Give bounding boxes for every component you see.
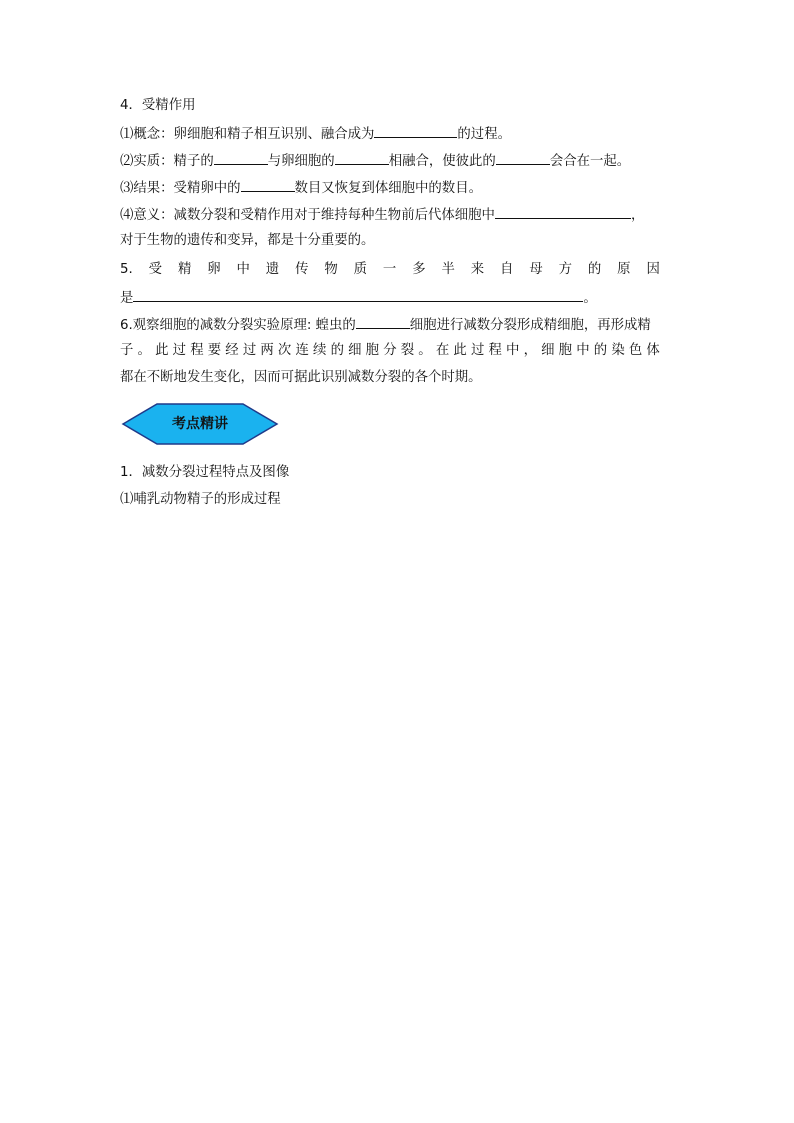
section5-char: 多 bbox=[412, 262, 426, 277]
section5-char: 的 bbox=[587, 262, 602, 277]
section5-char: 中 bbox=[236, 262, 250, 277]
section6-text-a: 6.观察细胞的减数分裂实验原理: 蝗虫的 bbox=[120, 318, 356, 333]
meaning-line-2: 对于生物的遗传和变异，都是十分重要的。 bbox=[120, 233, 375, 248]
essence-text-a: ⑵实质：精子的 bbox=[120, 154, 214, 169]
section6-char: 染 bbox=[611, 343, 625, 358]
section5-char: 半 bbox=[441, 262, 455, 277]
section6-char: 程 bbox=[488, 343, 502, 358]
fill-blank bbox=[241, 177, 295, 192]
section5-char: 传 bbox=[295, 262, 309, 277]
section5-char: 受 bbox=[148, 262, 163, 277]
section5-char: 来 bbox=[470, 262, 485, 277]
fill-blank bbox=[335, 150, 389, 165]
subsection-sub: ⑴哺乳动物精子的形成过程 bbox=[120, 492, 281, 507]
section6-char: 胞 bbox=[558, 343, 573, 358]
concept-text-b: 的过程。 bbox=[457, 127, 511, 142]
section6-text-b: 细胞进行减数分裂形成精细胞，再形成精 bbox=[409, 318, 651, 333]
section5-char: 一 bbox=[382, 262, 397, 277]
subsection-heading: 1．减数分裂过程特点及图像 bbox=[120, 465, 290, 480]
section6-char: 程 bbox=[190, 343, 204, 358]
fill-blank bbox=[495, 204, 631, 219]
section6-char: 胞 bbox=[365, 343, 380, 358]
section-badge bbox=[120, 400, 280, 448]
section6-char: 此 bbox=[155, 343, 169, 358]
result-text-b: 数目又恢复到体细胞中的数目。 bbox=[294, 181, 482, 196]
section6-char: 经 bbox=[225, 343, 239, 358]
section6-char: 此 bbox=[453, 343, 467, 358]
fill-blank bbox=[374, 123, 457, 138]
section5-char: 原 bbox=[617, 262, 631, 277]
section6-char: 体 bbox=[646, 343, 660, 358]
section6-char: 续 bbox=[313, 343, 327, 358]
section6-line1 bbox=[120, 314, 651, 336]
section6-char: 。 bbox=[418, 343, 432, 358]
section6-char: 在 bbox=[435, 343, 450, 358]
fill-blank bbox=[496, 150, 550, 165]
section6-char: 过 bbox=[470, 343, 485, 358]
section5-char: 母 bbox=[529, 262, 543, 277]
fill-blank bbox=[133, 287, 583, 302]
result-line bbox=[120, 177, 482, 199]
section6-char: 两 bbox=[260, 343, 274, 358]
fill-blank bbox=[214, 150, 268, 165]
section4-title: 4．受精作用 bbox=[120, 98, 196, 113]
section5-char: 因 bbox=[646, 262, 660, 277]
section5-char: 精 bbox=[177, 262, 192, 277]
section6-char: 裂 bbox=[400, 343, 415, 358]
meaning-text-a: ⑷意义：减数分裂和受精作用对于维持每种生物前后代体细胞中 bbox=[120, 208, 495, 223]
section5-char: 自 bbox=[500, 262, 514, 277]
result-text-a: ⑶结果：受精卵中的 bbox=[120, 181, 241, 196]
section6-char: 细 bbox=[541, 343, 555, 358]
section6-char: 。 bbox=[137, 343, 151, 358]
section5-char: 卵 bbox=[207, 262, 221, 277]
section6-char: 要 bbox=[207, 343, 222, 358]
section6-char: 连 bbox=[295, 343, 309, 358]
section6-char: 中 bbox=[576, 343, 590, 358]
section6-char: 中 bbox=[506, 343, 520, 358]
fill-blank bbox=[356, 314, 410, 329]
essence-text-d: 会合在一起。 bbox=[549, 154, 631, 169]
section5-char: 质 bbox=[353, 262, 368, 277]
section6-char: 分 bbox=[383, 343, 397, 358]
section6-char: 色 bbox=[628, 343, 643, 358]
concept-line bbox=[120, 123, 511, 145]
section5-char: 5. bbox=[120, 262, 133, 277]
section6-char: 次 bbox=[277, 343, 292, 358]
essence-text-b: 与卵细胞的 bbox=[267, 154, 335, 169]
section5-char: 物 bbox=[324, 262, 338, 277]
meaning-line bbox=[120, 204, 644, 226]
badge-label: 考点精讲 bbox=[172, 416, 228, 432]
essence-text-c: 相融合，使彼此的 bbox=[388, 154, 496, 169]
meaning-text-b: ， bbox=[630, 208, 645, 223]
section6-char: 细 bbox=[348, 343, 362, 358]
section6-line3: 都在不断地发生变化，因而可据此识别减数分裂的各个时期。 bbox=[120, 370, 482, 385]
section6-line2 bbox=[120, 341, 660, 361]
section5-text-b: 。 bbox=[583, 291, 597, 306]
section6-char: 过 bbox=[242, 343, 257, 358]
section6-char: ， bbox=[523, 343, 537, 358]
concept-text-a: ⑴概念：卵细胞和精子相互识别、融合成为 bbox=[120, 127, 375, 142]
section5-line2 bbox=[120, 287, 597, 309]
essence-line bbox=[120, 150, 630, 172]
section6-char: 的 bbox=[593, 343, 608, 358]
section6-char: 过 bbox=[172, 343, 187, 358]
section5-text-a: 是 bbox=[120, 291, 134, 306]
section5-line1 bbox=[120, 260, 660, 280]
section6-char: 子 bbox=[120, 343, 134, 358]
section5-char: 方 bbox=[558, 262, 572, 277]
section5-char: 遗 bbox=[265, 262, 280, 277]
section6-char: 的 bbox=[330, 343, 344, 358]
